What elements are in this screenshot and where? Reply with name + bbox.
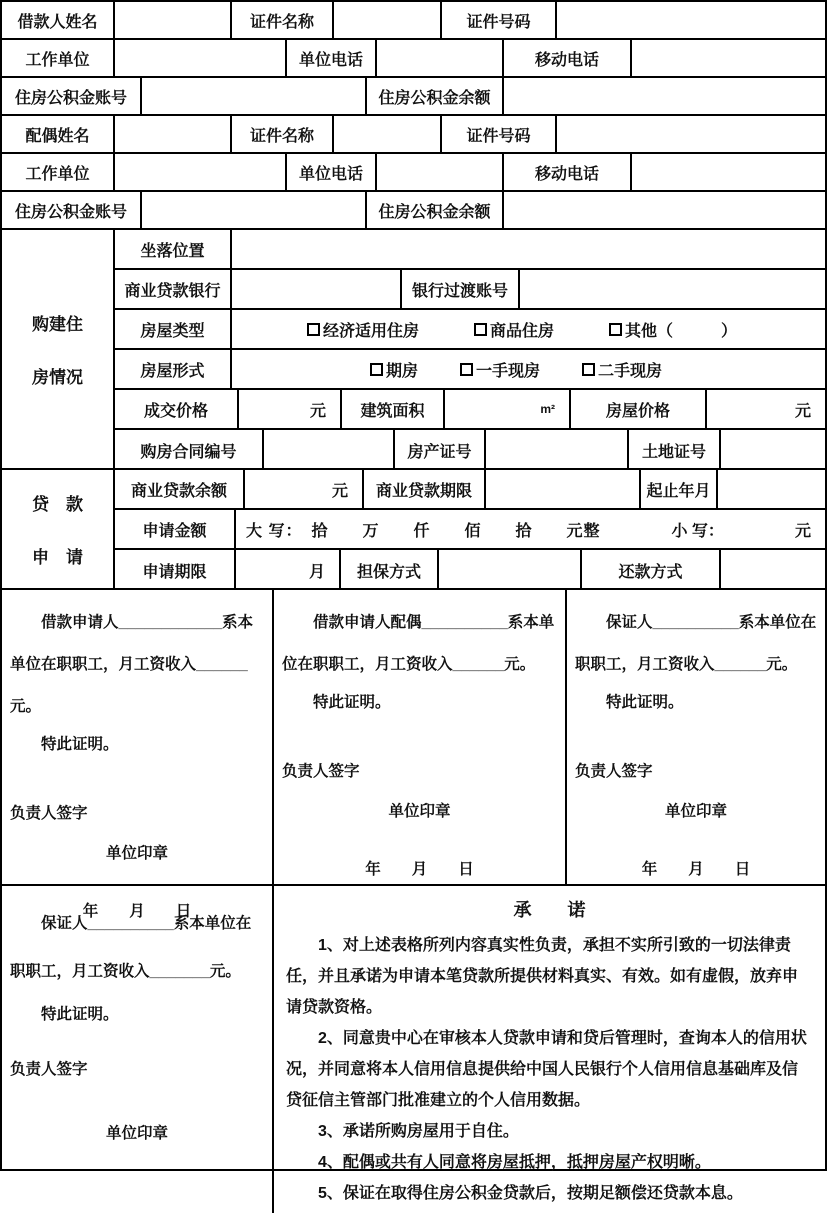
guarantor-certificate-sign-label: 负责人签字 bbox=[575, 763, 653, 780]
loan-apply-term-row bbox=[115, 550, 825, 590]
housing-form-option-secondhand-label: 二手现房 bbox=[598, 362, 663, 380]
borrower-work-input[interactable] bbox=[115, 40, 287, 76]
housing-section-label bbox=[2, 230, 115, 468]
housing-form-option-firsthand-label: 一手现房 bbox=[476, 362, 541, 380]
apply-term-unit: 月 bbox=[308, 563, 325, 581]
house-price-unit: 元 bbox=[794, 402, 811, 420]
guaranty-label: 担保方式 bbox=[341, 550, 439, 590]
repay-input[interactable] bbox=[721, 550, 825, 590]
borrower-work-row bbox=[2, 40, 825, 78]
repay-label: 还款方式 bbox=[582, 550, 721, 590]
guarantor-certificate-date-label: 年 月 日 bbox=[641, 861, 751, 878]
spouse-cert-name-label: 证件名称 bbox=[232, 116, 334, 152]
spouse-work-input[interactable] bbox=[115, 154, 287, 190]
housing-section bbox=[2, 230, 825, 470]
checkbox-icon[interactable] bbox=[307, 323, 320, 336]
loan-balance-label: 商业贷款余额 bbox=[115, 470, 245, 508]
promise-item-5: 5、保证在取得住房公积金贷款后，按期足额偿还贷款本息。 bbox=[318, 1185, 743, 1202]
borrower-work-label: 工作单位 bbox=[2, 40, 115, 76]
spouse-work-tel-label: 单位电话 bbox=[287, 154, 377, 190]
spouse-fund-balance-label: 住房公积金余额 bbox=[367, 192, 504, 228]
borrower-certificate-date-label: 年 月 日 bbox=[82, 903, 192, 920]
housing-form-label: 房屋形式 bbox=[115, 350, 232, 388]
spouse-certificate-sign-label: 负责人签字 bbox=[282, 763, 360, 780]
spouse-work-tel-input[interactable] bbox=[377, 154, 504, 190]
spouse-mobile-input[interactable] bbox=[632, 154, 825, 190]
spouse-cert-no-input[interactable] bbox=[557, 116, 825, 152]
spouse-name-label: 配偶姓名 bbox=[2, 116, 115, 152]
spouse-mobile-label: 移动电话 bbox=[504, 154, 632, 190]
loan-section-label bbox=[2, 470, 115, 588]
spouse-fund-account-label: 住房公积金账号 bbox=[2, 192, 142, 228]
spouse-fund-row bbox=[2, 192, 825, 230]
spouse-name-row bbox=[2, 116, 825, 154]
area-label: 建筑面积 bbox=[342, 390, 445, 428]
house-price-label: 房屋价格 bbox=[571, 390, 707, 428]
housing-section-label-line1: 购建住 bbox=[32, 315, 83, 334]
housing-type-option-commodity[interactable] bbox=[474, 318, 554, 341]
housing-form-option-firsthand[interactable] bbox=[460, 358, 540, 381]
housing-section-label-line2: 房情况 bbox=[32, 368, 83, 387]
spouse-fund-balance-input[interactable] bbox=[504, 192, 825, 228]
deal-price-label: 成交价格 bbox=[115, 390, 239, 428]
loan-range-label: 起止年月 bbox=[641, 470, 718, 508]
housing-transit-account-input[interactable] bbox=[520, 270, 825, 308]
borrower-name-row bbox=[2, 2, 825, 40]
housing-bank-label: 商业贷款银行 bbox=[115, 270, 232, 308]
apply-term-label: 申请期限 bbox=[115, 550, 236, 590]
spouse-certificate-seal-label: 单位印章 bbox=[388, 803, 451, 820]
guarantor2-certificate-seal-label: 单位印章 bbox=[105, 1125, 168, 1142]
contract-no-input[interactable] bbox=[264, 430, 395, 470]
spouse-certificate-date-label: 年 月 日 bbox=[365, 861, 474, 878]
borrower-cert-no-input[interactable] bbox=[557, 2, 825, 38]
contract-no-label: 购房合同编号 bbox=[115, 430, 264, 470]
deal-price-input[interactable] bbox=[239, 390, 342, 428]
housing-form-option-forward[interactable] bbox=[370, 358, 418, 381]
spouse-certificate bbox=[274, 590, 567, 884]
loan-range-input[interactable] bbox=[718, 470, 825, 508]
land-cert-label: 土地证号 bbox=[629, 430, 721, 470]
spouse-work-label: 工作单位 bbox=[2, 154, 115, 190]
borrower-certificate-sign-label: 负责人签字 bbox=[10, 805, 88, 822]
borrower-mobile-input[interactable] bbox=[632, 40, 825, 76]
borrower-certificate bbox=[2, 590, 274, 920]
bottom-band bbox=[2, 886, 825, 1213]
guarantor2-certificate-sign-label: 负责人签字 bbox=[10, 1061, 88, 1078]
guarantor2-certificate bbox=[2, 886, 274, 1213]
housing-transit-account-label: 银行过渡账号 bbox=[402, 270, 520, 308]
borrower-fund-account-input[interactable] bbox=[142, 78, 367, 114]
promise-section bbox=[274, 886, 825, 1213]
guarantor2-certificate-confirm: 特此证明。 bbox=[41, 1006, 119, 1023]
guarantor-certificate-body: 保证人__________系本单位在职职工，月工资收入______元。 bbox=[575, 614, 817, 673]
checkbox-icon[interactable] bbox=[474, 323, 487, 336]
loan-amount-row bbox=[115, 510, 825, 550]
borrower-cert-name-label: 证件名称 bbox=[232, 2, 334, 38]
borrower-cert-no-label: 证件号码 bbox=[442, 2, 557, 38]
housing-location-input[interactable] bbox=[232, 230, 825, 268]
borrower-fund-balance-label: 住房公积金余额 bbox=[367, 78, 504, 114]
housing-type-option-other-label: 其他（ ） bbox=[625, 322, 738, 340]
housing-form-row bbox=[115, 350, 825, 390]
checkbox-icon[interactable] bbox=[582, 363, 595, 376]
housing-bank-input[interactable] bbox=[232, 270, 402, 308]
checkbox-icon[interactable] bbox=[460, 363, 473, 376]
house-price-input[interactable] bbox=[707, 390, 825, 428]
borrower-work-tel-input[interactable] bbox=[377, 40, 504, 76]
housing-location-row bbox=[115, 230, 825, 270]
area-input[interactable] bbox=[445, 390, 571, 428]
loan-section bbox=[2, 470, 825, 590]
loan-amount-label: 申请金额 bbox=[115, 510, 236, 548]
loan-balance-unit: 元 bbox=[331, 482, 348, 500]
housing-type-option-other[interactable] bbox=[609, 318, 737, 341]
borrower-work-tel-label: 单位电话 bbox=[287, 40, 377, 76]
loan-section-label-line1: 贷 款 bbox=[32, 495, 83, 514]
loan-term-label: 商业贷款期限 bbox=[364, 470, 486, 508]
housing-form-option-forward-label: 期房 bbox=[386, 362, 419, 380]
borrower-fund-row bbox=[2, 78, 825, 116]
housing-type-row bbox=[115, 310, 825, 350]
estate-cert-label: 房产证号 bbox=[395, 430, 486, 470]
guarantor-certificate-confirm: 特此证明。 bbox=[606, 694, 684, 711]
borrower-certificate-body: 借款申请人____________系本单位在职职工，月工资收入______元。 bbox=[10, 614, 253, 715]
promise-title: 承 诺 bbox=[513, 900, 586, 920]
checkbox-icon[interactable] bbox=[370, 363, 383, 376]
housing-type-option-economic-label: 经济适用住房 bbox=[323, 322, 420, 340]
spouse-name-input[interactable] bbox=[115, 116, 232, 152]
spouse-cert-name-input[interactable] bbox=[334, 116, 442, 152]
guarantor-certificate bbox=[567, 590, 825, 884]
borrower-name-label: 借款人姓名 bbox=[2, 2, 115, 38]
borrower-certificate-seal-label: 单位印章 bbox=[105, 845, 168, 862]
housing-price-row bbox=[115, 390, 825, 430]
loan-amount-unit: 元 bbox=[794, 522, 811, 540]
housing-type-option-economic[interactable] bbox=[307, 318, 419, 341]
loan-section-label-line2: 申 请 bbox=[32, 548, 83, 567]
checkbox-icon[interactable] bbox=[609, 323, 622, 336]
loan-amount-small-label: 小 写： bbox=[671, 522, 724, 540]
guaranty-input[interactable] bbox=[439, 550, 582, 590]
borrower-name-input[interactable] bbox=[115, 2, 232, 38]
deal-price-unit: 元 bbox=[309, 402, 326, 420]
land-cert-input[interactable] bbox=[721, 430, 825, 470]
estate-cert-input[interactable] bbox=[486, 430, 629, 470]
borrower-fund-balance-input[interactable] bbox=[504, 78, 825, 114]
spouse-work-row bbox=[2, 154, 825, 192]
borrower-mobile-label: 移动电话 bbox=[504, 40, 632, 76]
loan-amount-input[interactable] bbox=[236, 510, 825, 548]
spouse-certificate-confirm: 特此证明。 bbox=[313, 694, 391, 711]
promise-item-1: 1、对上述表格所列内容真实性负责，承担不实所引致的一切法律责任，并且承诺为申请本笔贷款所提供材料真实、有效。如有虚假，放弃申请贷款资格。 bbox=[286, 937, 799, 1016]
borrower-certificate-confirm: 特此证明。 bbox=[41, 736, 119, 753]
spouse-fund-account-input[interactable] bbox=[142, 192, 367, 228]
spouse-certificate-body: 借款申请人配偶__________系本单位在职职工，月工资收入______元。 bbox=[282, 614, 555, 673]
guarantor2-certificate-body: 保证人__________系本单位在职职工，月工资收入_______元。 bbox=[10, 915, 252, 980]
housing-cert-row bbox=[115, 430, 825, 470]
promise-item-3: 3、承诺所购房屋用于自住。 bbox=[318, 1123, 519, 1140]
guarantor-certificate-seal-label: 单位印章 bbox=[664, 803, 727, 820]
housing-bank-row bbox=[115, 270, 825, 310]
area-unit: m² bbox=[540, 402, 555, 416]
loan-term-input[interactable] bbox=[486, 470, 641, 508]
promise-item-2: 2、同意贵中心在审核本人贷款申请和贷后管理时，查询本人的信用状况，并同意将本人信用信息提供给中国人民银行个人信用信息基础库及信贷征信主管部门批准建立的个人信用数据。 bbox=[286, 1030, 807, 1109]
spouse-cert-no-label: 证件号码 bbox=[442, 116, 557, 152]
apply-term-input[interactable] bbox=[236, 550, 341, 590]
housing-type-label: 房屋类型 bbox=[115, 310, 232, 348]
loan-balance-row bbox=[115, 470, 825, 510]
housing-location-label: 坐落位置 bbox=[115, 230, 232, 268]
housing-type-option-commodity-label: 商品住房 bbox=[490, 322, 555, 340]
promise-item-4: 4、配偶或共有人同意将房屋抵押，抵押房屋产权明晰。 bbox=[318, 1154, 711, 1171]
loan-amount-caps: 大 写： 拾 万 仟 佰 拾 元整 bbox=[246, 522, 601, 540]
borrower-fund-account-label: 住房公积金账号 bbox=[2, 78, 142, 114]
housing-form-option-secondhand[interactable] bbox=[582, 358, 662, 381]
borrower-cert-name-input[interactable] bbox=[334, 2, 442, 38]
loan-balance-input[interactable] bbox=[245, 470, 364, 508]
